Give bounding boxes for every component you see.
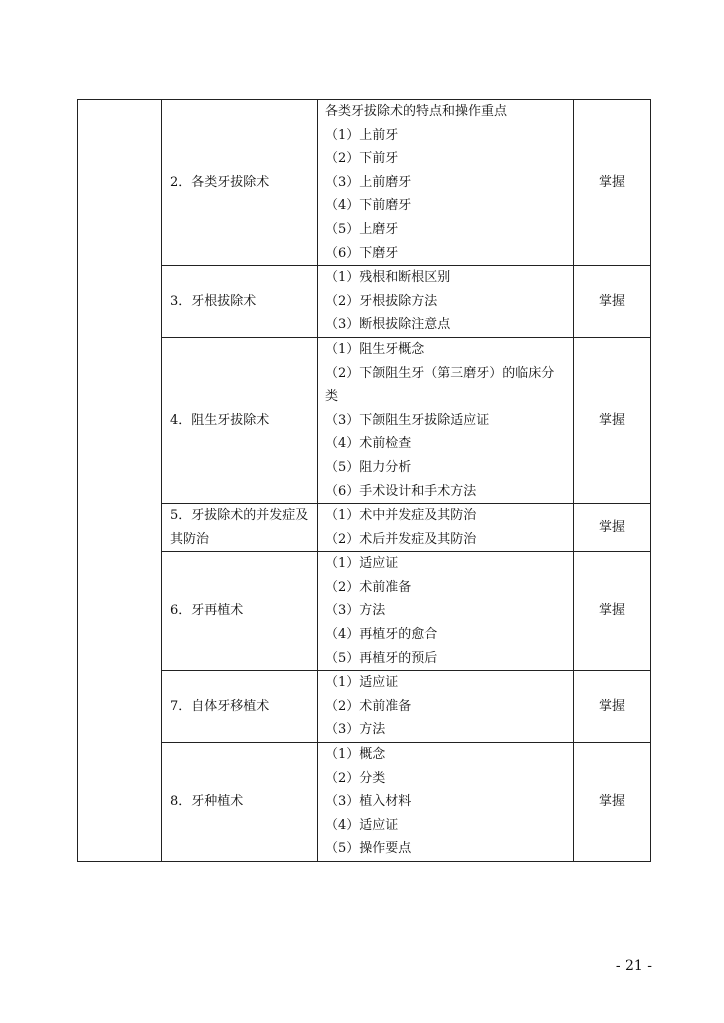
- topic-cell: 5．牙拔除术的并发症及其防治: [162, 504, 318, 552]
- content-line: （5）上磨牙: [325, 221, 399, 237]
- content-line: （5）阻力分析: [325, 459, 412, 475]
- content-cell: [318, 552, 574, 671]
- content-line: （2）术前准备: [325, 698, 412, 714]
- content-line: （2）牙根拔除方法: [325, 293, 438, 309]
- unit-cell: [78, 100, 162, 862]
- content-line: （2）下颌阻生牙（第三磨牙）的临床分类: [325, 365, 555, 405]
- table-row: [78, 504, 651, 552]
- table-row: [78, 100, 651, 266]
- syllabus-table: [77, 99, 651, 862]
- content-cell: [318, 337, 574, 503]
- content-line: （1）残根和断根区别: [325, 270, 451, 286]
- content-line: （3）上前磨牙: [325, 174, 412, 190]
- content-line: （3）方法: [325, 722, 386, 738]
- level-cell: 掌握: [574, 671, 651, 743]
- table-row: [78, 671, 651, 743]
- topic-cell: 7．自体牙移植术: [162, 671, 318, 743]
- level-cell: 掌握: [574, 266, 651, 338]
- content-line: （3）下颌阻生牙拔除适应证: [325, 412, 490, 428]
- content-cell: [318, 671, 574, 743]
- content-line: （2）下前牙: [325, 151, 399, 167]
- content-line: （4）下前磨牙: [325, 198, 412, 214]
- level-cell: 掌握: [574, 337, 651, 503]
- content-line: （1）上前牙: [325, 127, 399, 143]
- topic-cell: 3．牙根拔除术: [162, 266, 318, 338]
- content-line: 各类牙拔除术的特点和操作重点: [325, 104, 508, 119]
- table-row: [78, 743, 651, 862]
- content-line: （1）概念: [325, 747, 386, 763]
- level-cell: 掌握: [574, 100, 651, 266]
- content-cell: [318, 504, 574, 552]
- content-line: （1）适应证: [325, 675, 399, 691]
- content-line: （5）操作要点: [325, 841, 412, 857]
- level-cell: 掌握: [574, 504, 651, 552]
- topic-cell: 2．各类牙拔除术: [162, 100, 318, 266]
- table-row: [78, 337, 651, 503]
- content-line: （6）下磨牙: [325, 245, 399, 261]
- level-cell: 掌握: [574, 552, 651, 671]
- content-cell: [318, 100, 574, 266]
- content-line: （2）术前准备: [325, 579, 412, 595]
- content-line: （3）植入材料: [325, 794, 412, 810]
- table-row: [78, 266, 651, 338]
- table-row: [78, 552, 651, 671]
- content-line: （4）适应证: [325, 817, 399, 833]
- content-line: （3）断根拔除注意点: [325, 317, 451, 333]
- content-line: （5）再植牙的预后: [325, 650, 438, 666]
- level-cell: 掌握: [574, 743, 651, 862]
- topic-cell: 4．阻生牙拔除术: [162, 337, 318, 503]
- topic-cell: 6．牙再植术: [162, 552, 318, 671]
- topic-cell: 8．牙种植术: [162, 743, 318, 862]
- content-cell: [318, 743, 574, 862]
- content-line: （6）手术设计和手术方法: [325, 483, 477, 499]
- content-line: （1）阻生牙概念: [325, 341, 425, 357]
- page-number: - 21 -: [615, 958, 652, 974]
- content-line: （4）术前检查: [325, 436, 412, 452]
- content-line: （4）再植牙的愈合: [325, 627, 438, 643]
- content-line: （3）方法: [325, 603, 386, 619]
- content-line: （2）术后并发症及其防治: [325, 531, 477, 547]
- content-line: （1）术中并发症及其防治: [325, 508, 477, 524]
- content-line: （1）适应证: [325, 556, 399, 572]
- content-cell: [318, 266, 574, 338]
- content-line: （2）分类: [325, 770, 386, 786]
